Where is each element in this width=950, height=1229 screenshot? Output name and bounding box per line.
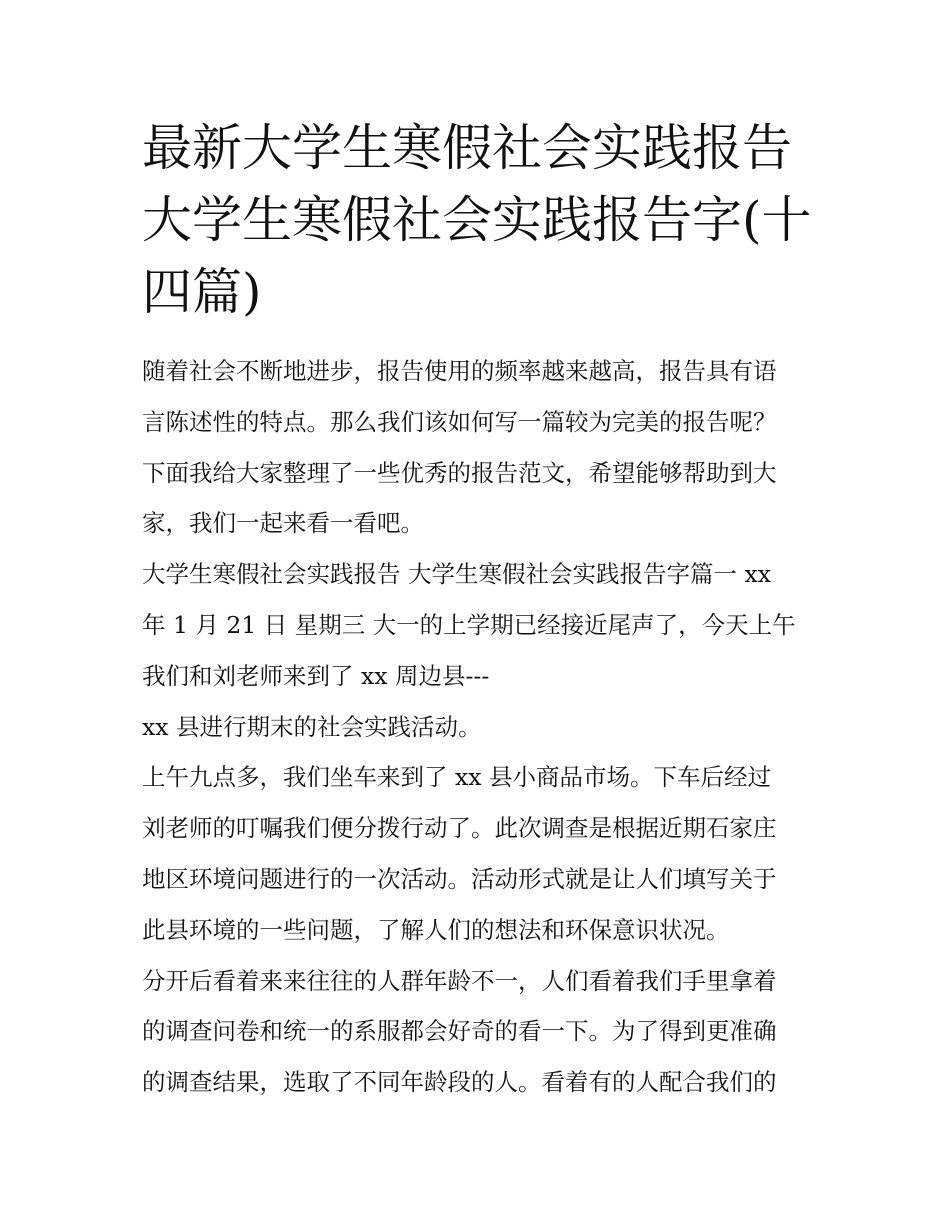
text-line: 家，我们一起来看一看吧。 bbox=[142, 509, 424, 538]
document-title bbox=[142, 112, 814, 328]
text-line: 分开后看着来来往往的人群年龄不一，人们看着我们手里拿着 bbox=[142, 966, 777, 995]
text-line: 此县环境的一些问题，了解人们的想法和环保意识状况。 bbox=[142, 915, 730, 944]
document-page bbox=[142, 112, 814, 1108]
text-line: 上午九点多，我们坐车来到了 xx 县小商品市场。下车后经过 bbox=[142, 763, 771, 792]
survey-paragraph bbox=[142, 956, 814, 1108]
text-line: 随着社会不断地进步，报告使用的频率越来越高，报告具有语 bbox=[142, 357, 777, 385]
report-heading-paragraph bbox=[142, 549, 814, 701]
text-line: 言陈述性的特点。那么我们该如何写一篇较为完美的报告呢？ bbox=[142, 407, 777, 436]
text-line: 的调查问卷和统一的系服都会好奇的看一下。为了得到更准确 bbox=[142, 1017, 777, 1046]
text-line: 年 1 月 21 日 星期三 大一的上学期已经接近尾声了，今天上午 bbox=[142, 610, 796, 639]
title-line: 大学生寒假社会实践报告字(十 bbox=[142, 191, 812, 249]
text-line: 的调查结果，选取了不同年龄段的人。看着有的人配合我们的 bbox=[142, 1068, 777, 1097]
text-line: 大学生寒假社会实践报告 大学生寒假社会实践报告字篇一 xx bbox=[142, 560, 771, 589]
title-line: 四篇) bbox=[142, 263, 262, 321]
title-line: 最新大学生寒假社会实践报告 bbox=[142, 119, 792, 177]
text-line: 地区环境问题进行的一次活动。活动形式就是让人们填写关于 bbox=[142, 864, 777, 893]
text-line: xx 县进行期末的社会实践活动。 bbox=[142, 712, 482, 741]
text-line: 刘老师的叮嘱我们便分拨行动了。此次调查是根据近期石家庄 bbox=[142, 814, 777, 843]
text-line: 我们和刘老师来到了 xx 周边县--- bbox=[142, 661, 490, 690]
market-paragraph bbox=[142, 752, 814, 955]
text-line: 下面我给大家整理了一些优秀的报告范文，希望能够帮助到大 bbox=[142, 458, 777, 487]
intro-paragraph bbox=[142, 346, 814, 549]
activity-paragraph bbox=[142, 702, 814, 753]
